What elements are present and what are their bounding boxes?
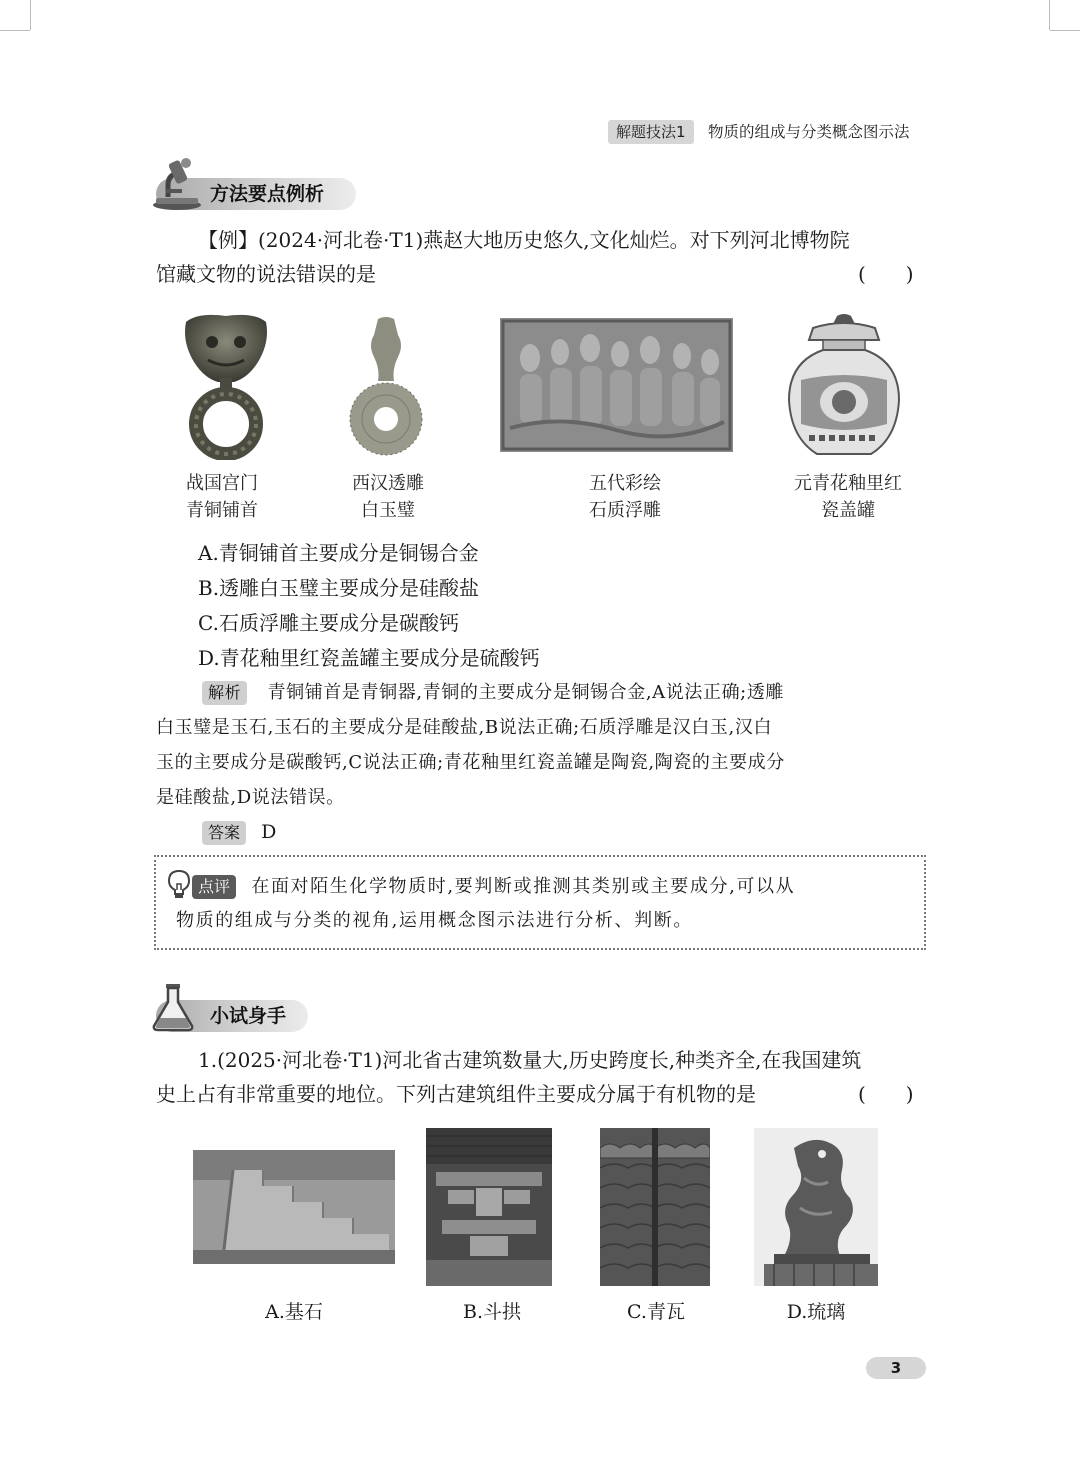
flask-icon [150,982,196,1032]
caption-line: 五代彩绘 [589,473,661,494]
answer-blank: ( ) [858,1082,914,1106]
comment-box [154,855,926,950]
caption-line: 瓷盖罐 [821,500,875,521]
comment-line-2: 物质的组成与分类的视角,运用概念图示法进行分析、判断。 [176,910,693,931]
analysis-text: 青铜铺首是青铜器,青铜的主要成分是铜锡合金,A说法正确;透雕 [267,682,785,703]
dougong-bracket-image [426,1128,552,1286]
example-line-1: 【例】(2024·河北卷·T1)燕赵大地历史悠久,文化灿烂。对下列河北博物院 [198,228,850,252]
header-chip: 解题技法1 [608,120,694,144]
analysis-line: 是硅酸盐,D说法错误。 [156,787,345,808]
question-line-2: 史上占有非常重要的地位。下列古建筑组件主要成分属于有机物的是 [156,1082,756,1106]
analysis-tag: 解析 [202,681,247,705]
header-title: 物质的组成与分类概念图示法 [708,123,910,141]
caption-line: 白玉璧 [361,500,415,521]
comment-text: 在面对陌生化学物质时,要判断或推测其类别或主要成分,可以从 [251,876,796,897]
analysis-line [156,675,926,710]
page-number: 3 [866,1357,926,1379]
caption-line: 青铜铺首 [186,500,258,521]
crop-mark [1049,0,1050,30]
artifact-caption [162,470,282,524]
answer-line [202,818,276,847]
stone-relief-image [500,318,733,452]
analysis-line: 玉的主要成分是碳酸钙,C说法正确;青花釉里红瓷盖罐是陶瓷,陶瓷的主要成分 [156,752,785,773]
caption-line: 石质浮雕 [589,500,661,521]
question-option-d: D.琉璃 [786,1301,846,1323]
question-line-1: 1.(2025·河北卷·T1)河北省古建筑数量大,历史跨度长,种类齐全,在我国建筑 [198,1048,862,1072]
crop-mark [1050,30,1080,31]
crop-mark [0,30,30,31]
artifact-caption [328,470,448,524]
comment-line-1 [192,873,795,901]
analysis-block [156,675,926,815]
option-a: A.青铜铺首主要成分是铜锡合金 [198,541,479,565]
section-title: 小试身手 [210,1005,287,1027]
artifact-caption [560,470,690,524]
lightbulb-icon [166,868,192,900]
microscope-icon [150,155,204,211]
question-option-b: B.斗拱 [462,1301,521,1323]
answer-blank: ( ) [858,262,914,286]
bronze-door-knocker-image [178,312,274,460]
option-d: D.青花釉里红瓷盖罐主要成分是硫酸钙 [198,646,540,670]
answer-tag: 答案 [202,821,246,845]
caption-line: 西汉透雕 [352,473,424,494]
example-line-2: 馆藏文物的说法错误的是 [156,262,376,286]
foundation-stone-image [193,1150,395,1264]
crop-mark [30,0,31,30]
question-option-a: A.基石 [265,1301,323,1323]
comment-tag: 点评 [192,875,236,899]
answer-value: D [261,821,277,843]
jade-bi-disc-image [348,315,424,460]
glazed-ornament-image [754,1128,878,1286]
option-b: B.透雕白玉璧主要成分是硅酸盐 [198,576,480,600]
caption-line: 元青花釉里红 [794,473,902,494]
section-title: 方法要点例析 [210,183,325,205]
analysis-line: 白玉璧是玉石,玉石的主要成分是硅酸盐,B说法正确;石质浮雕是汉白玉,汉白 [156,717,773,738]
artifact-caption [778,470,918,524]
question-option-c: C.青瓦 [627,1301,685,1323]
porcelain-jar-image [783,314,905,460]
roof-tile-image [600,1128,710,1286]
option-c: C.石质浮雕主要成分是碳酸钙 [198,611,459,635]
caption-line: 战国宫门 [186,473,258,494]
